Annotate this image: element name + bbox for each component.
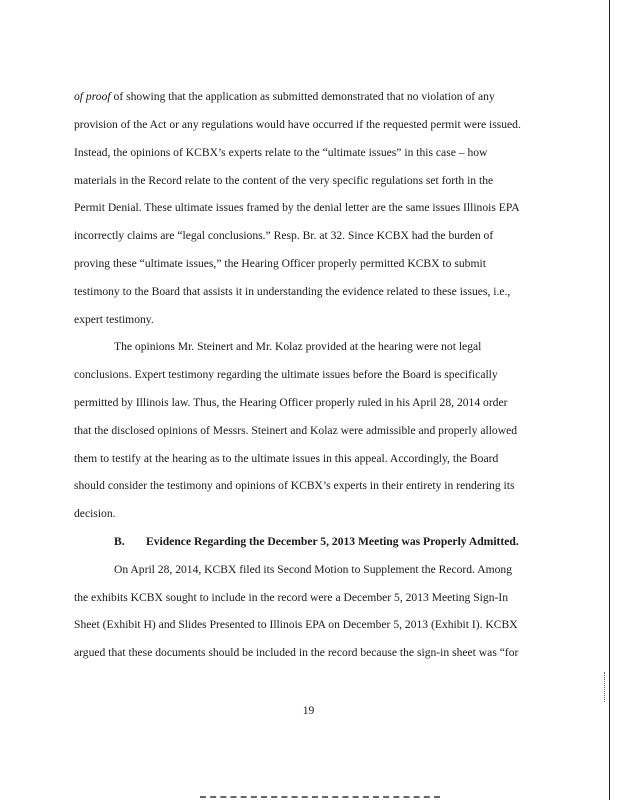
paragraph-1-line-5: Permit Denial. These ultimate issues framed by the denial letter are the same issues Illinois EPA xyxy=(74,201,520,214)
paragraph-2-line-5: them to testify at the hearing as to the ultimate issues in this appeal. Accordingly, the Board xyxy=(74,452,499,465)
paragraph-3-line-3: Sheet (Exhibit H) and Slides Presented to Illinois EPA on December 5, 2013 (Exhibit I). KCBX xyxy=(74,618,518,631)
scan-edge-line xyxy=(609,0,610,800)
paragraph-3-line-1: On April 28, 2014, KCBX filed its Second Motion to Supplement the Record. Among xyxy=(114,563,513,576)
paragraph-1-line-2: provision of the Act or any regulations would have occurred if the requested permit were issued. xyxy=(74,118,521,131)
paragraph-3-line-2: the exhibits KCBX sought to include in the record were a December 5, 2013 Meeting Sign-In xyxy=(74,591,509,604)
paragraph-1-line-4: materials in the Record relate to the content of the very specific regulations set forth in the xyxy=(74,174,494,187)
paragraph-1-line-3: Instead, the opinions of KCBX’s experts relate to the “ultimate issues” in this case – how xyxy=(74,146,488,159)
paragraph-3-line-4: argued that these documents should be included in the record because the sign-in sheet was “for xyxy=(74,646,519,659)
italic-phrase: of proof xyxy=(74,90,111,103)
paragraph-2-line-4: that the disclosed opinions of Messrs. Steinert and Kolaz were admissible and properly allowed xyxy=(74,424,518,437)
scan-bottom-artifact xyxy=(200,793,440,798)
paragraph-2-line-2: conclusions. Expert testimony regarding the ultimate issues before the Board is specifically xyxy=(74,368,498,381)
section-heading-title: Evidence Regarding the December 5, 2013 Meeting was Properly Admitted. xyxy=(146,535,519,548)
paragraph-2-line-7: decision. xyxy=(74,507,116,520)
paragraph-2-line-3: permitted by Illinois law. Thus, the Hearing Officer properly ruled in his April 28, 2014 order xyxy=(74,396,508,409)
paragraph-2-line-6: should consider the testimony and opinions of KCBX’s experts in their entirety in rendering its xyxy=(74,479,515,492)
page-number: 19 xyxy=(302,704,315,717)
paragraph-1-line-1: of proof of showing that the application as submitted demonstrated that no violation of any xyxy=(74,90,495,103)
paragraph-1-line-8: testimony to the Board that assists it in understanding the evidence related to these issues, i.e., xyxy=(74,285,511,298)
paragraph-1-line-7: proving these “ultimate issues,” the Hearing Officer properly permitted KCBX to submit xyxy=(74,257,486,270)
paragraph-1-line-6: incorrectly claims are “legal conclusions.” Resp. Br. at 32. Since KCBX had the burden of xyxy=(74,229,494,242)
scan-edge-marks xyxy=(604,672,607,702)
section-heading-letter: B. xyxy=(114,535,125,548)
paragraph-2-line-1: The opinions Mr. Steinert and Mr. Kolaz provided at the hearing were not legal xyxy=(114,340,482,353)
paragraph-1-line-9: expert testimony. xyxy=(74,313,154,326)
